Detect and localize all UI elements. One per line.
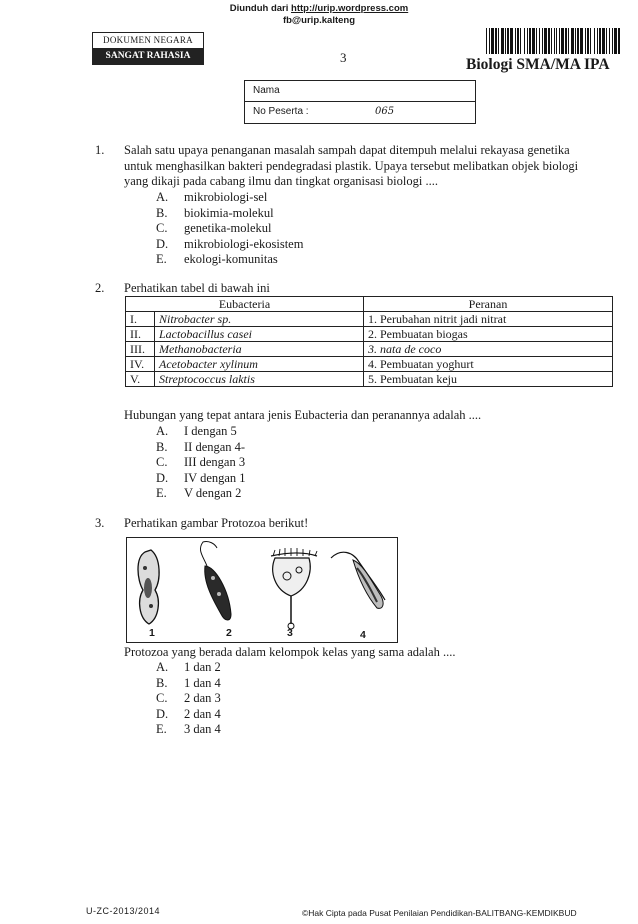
participant-handwritten: 065 bbox=[375, 106, 395, 117]
q1-options bbox=[156, 190, 303, 268]
table-row: V. Streptococcus laktis 5. Pembuatan keju bbox=[126, 372, 613, 387]
q3-option-d[interactable]: D. 2 dan 4 bbox=[156, 706, 221, 721]
table-row: II. Lactobacillus casei 2. Pembuatan biogas bbox=[126, 327, 613, 342]
participant-row[interactable] bbox=[245, 101, 475, 122]
source-prefix: Diunduh dari bbox=[229, 3, 292, 14]
table-row: IV. Acetobacter xylinum 4. Pembuatan yoghurt bbox=[126, 357, 613, 372]
figure-label-1: 1 bbox=[149, 627, 155, 639]
q2-options bbox=[156, 424, 246, 502]
figure-label-4: 4 bbox=[360, 629, 366, 641]
figure-label-3: 3 bbox=[287, 627, 293, 639]
table-header-row bbox=[126, 297, 613, 312]
name-row[interactable] bbox=[245, 81, 475, 101]
q3-intro: Perhatikan gambar Protozoa berikut! bbox=[124, 516, 309, 530]
col-role-header: Peranan bbox=[364, 297, 613, 312]
protozoa-3-vorticella bbox=[271, 548, 317, 629]
q1-text bbox=[124, 143, 624, 190]
q3-option-a[interactable]: A. 1 dan 2 bbox=[156, 660, 221, 674]
secrecy-label: SANGAT RAHASIA bbox=[92, 48, 204, 65]
figure-label-2: 2 bbox=[226, 627, 232, 639]
q2-option-b[interactable]: B. II dengan 4- bbox=[156, 439, 246, 454]
q1-option-d[interactable]: D. mikrobiologi-ekosistem bbox=[156, 236, 304, 251]
q3-number: 3. bbox=[95, 516, 105, 530]
source-header bbox=[0, 3, 638, 27]
source-contact: fb@urip.kalteng bbox=[282, 15, 356, 26]
q1-option-a[interactable]: A. mikrobiologi-sel bbox=[156, 190, 268, 204]
protozoa-1-paramecium bbox=[138, 550, 159, 624]
q3-options bbox=[156, 660, 221, 738]
q3-option-e[interactable]: E. 3 dan 4 bbox=[156, 722, 221, 736]
protozoa-4-trypanosoma bbox=[331, 552, 385, 608]
table-row: III. Methanobacteria 3. nata de coco bbox=[126, 342, 613, 357]
page-number: 3 bbox=[340, 50, 347, 65]
q2-option-e[interactable]: E. V dengan 2 bbox=[156, 486, 242, 500]
name-label: Nama bbox=[253, 85, 280, 96]
footer-copyright: ©Hak Cipta pada Pusat Penilaian Pendidikan-BALITBANG-KEMDIKBUD bbox=[302, 908, 577, 918]
participant-label: No Peserta : bbox=[253, 106, 309, 117]
protozoa-figure bbox=[126, 537, 398, 643]
q3-question: Protozoa yang berada dalam kelompok kelas yang sama adalah .... bbox=[124, 645, 456, 659]
q2-number: 2. bbox=[95, 281, 105, 295]
q1-line1: Salah satu upaya penanganan masalah sampah dapat ditempuh melalui rekayasa genetika bbox=[124, 143, 570, 157]
source-link[interactable]: http://urip.wordpress.com bbox=[291, 3, 409, 14]
q1-option-c[interactable]: C. genetika-molekul bbox=[156, 221, 272, 235]
identity-box bbox=[244, 80, 476, 124]
subject-title: Biologi SMA/MA IPA bbox=[466, 56, 610, 73]
table-row: I. Nitrobacter sp. 1. Perubahan nitrit jadi nitrat bbox=[126, 312, 613, 327]
q2-question: Hubungan yang tepat antara jenis Eubacteria dan peranannya adalah .... bbox=[124, 408, 482, 422]
q3-option-c[interactable]: C. 2 dan 3 bbox=[156, 691, 221, 705]
q2-option-d[interactable]: D. IV dengan 1 bbox=[156, 470, 246, 485]
q1-number: 1. bbox=[95, 143, 105, 157]
barcode-icon bbox=[486, 28, 620, 54]
q2-option-a[interactable]: A. I dengan 5 bbox=[156, 424, 237, 438]
protozoa-2-euglena bbox=[200, 541, 231, 620]
q1-option-e[interactable]: E. ekologi-komunitas bbox=[156, 252, 278, 266]
q1-option-b[interactable]: B. biokimia-molekul bbox=[156, 205, 274, 220]
eubacteria-table bbox=[125, 296, 613, 387]
col-eubacteria-header: Eubacteria bbox=[126, 297, 364, 312]
q2-option-c[interactable]: C. III dengan 3 bbox=[156, 455, 246, 469]
q1-line3: yang dikaji pada cabang ilmu dan tingkat organisasi biologi .... bbox=[124, 174, 438, 188]
q2-intro: Perhatikan tabel di bawah ini bbox=[124, 281, 270, 295]
q1-line2: untuk menghasilkan bakteri pendegradasi plastik. Upaya tersebut melibatkan objek biologi bbox=[124, 158, 579, 173]
doc-classification-label: DOKUMEN NEGARA bbox=[92, 32, 204, 49]
protozoa-drawing bbox=[127, 538, 397, 642]
footer-code: U-ZC-2013/2014 bbox=[86, 906, 161, 916]
q3-option-b[interactable]: B. 1 dan 4 bbox=[156, 675, 221, 690]
